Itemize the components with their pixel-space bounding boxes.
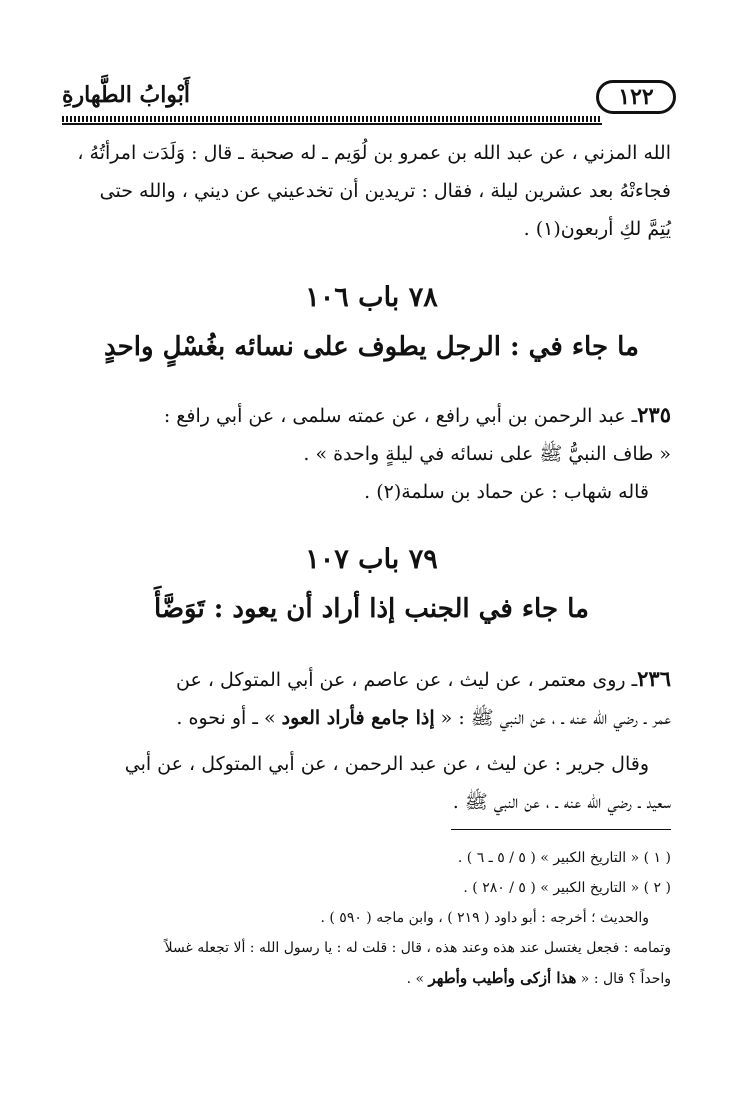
footnote-1: ( ١ ) « التاريخ الكبير » ( ٥ / ٥ ـ ٦ ) . xyxy=(457,850,671,866)
page-header xyxy=(62,80,676,120)
hadith-line: قاله شهاب : عن حماد بن سلمة(٢) . xyxy=(364,481,649,503)
hadith-text: ـ روى معتمر ، عن ليث ، عن عاصم ، عن أبي المتوكل ، عن xyxy=(176,669,638,691)
header-divider-line xyxy=(62,123,602,125)
hadith-line xyxy=(71,660,671,699)
intro-line: الله المزني ، عن عبد الله بن عمرو بن لُوَيم ـ له صحبة ـ قال : وَلَدَت امرأتُهُ ، xyxy=(77,142,671,164)
intro-line: فجاءتْهُ بعد عشرين ليلة ، فقال : تريدين أن تخدعيني عن ديني ، والله حتى xyxy=(99,180,671,202)
footnote-text: واحداً ؟ قال : « xyxy=(576,971,671,987)
intro-paragraph xyxy=(71,134,671,248)
hadith-line xyxy=(71,699,671,737)
footnote-3: والحديث ؛ أخرجه : أبو داود ( ٢١٩ ) ، وابن ماجه ( ٥٩٠ ) . xyxy=(320,910,649,926)
hadith-text: » ـ أو نحوه . xyxy=(176,707,282,729)
chapter-heading-78: ما جاء في : الرجل يطوف على نسائه بغُسْلٍ واحدٍ xyxy=(104,332,639,362)
hadith-text: عمر ـ رضي الله عنه ـ ، عن النبي ﷺ : « xyxy=(434,707,671,729)
footnote-quote: هذا أزكى وأطيب وأطهر xyxy=(428,969,577,987)
footnote-divider xyxy=(451,829,671,830)
footnote-text: » . xyxy=(406,971,429,987)
chapter-number-79: ٧٩ باب ١٠٧ xyxy=(305,544,438,575)
hadith-236 xyxy=(71,660,671,821)
chapter-number-78: ٧٨ باب ١٠٦ xyxy=(305,282,438,313)
footnotes xyxy=(71,843,671,994)
intro-line: يُتِمَّ لكِ أربعون(١) . xyxy=(523,218,671,240)
chapter-title: أَبْوابُ الطَّهارةِ xyxy=(62,82,190,108)
page-number: ١٢٢ xyxy=(596,80,676,114)
chapter-heading-79: ما جاء في الجنب إذا أراد أن يعود : تَوَضَّأَ xyxy=(154,594,589,624)
hadith-quote: إذا جامع فأراد العود xyxy=(281,707,435,729)
hadith-text: ـ عبد الرحمن بن أبي رافع ، عن عمته سلمى ، عن أبي رافع : xyxy=(163,405,638,427)
hadith-number: ٢٣٦ xyxy=(637,666,671,691)
hadith-line xyxy=(71,396,671,435)
hadith-235 xyxy=(71,396,671,511)
hadith-line: « طاف النبيُّ ﷺ على نسائه في ليلةٍ واحدة » . xyxy=(303,443,671,465)
hadith-number: ٢٣٥ xyxy=(637,402,671,427)
header-divider xyxy=(62,116,602,122)
hadith-line: وقال جرير : عن ليث ، عن عبد الرحمن ، عن أبي المتوكل ، عن أبي xyxy=(124,753,649,775)
hadith-line: سعيد ـ رضي الله عنه ـ ، عن النبي ﷺ . xyxy=(452,791,671,813)
footnote-5 xyxy=(71,963,671,994)
footnote-4: وتمامه : فجعل يغتسل عند هذه وعند هذه ، قال : قلت له : يا رسول الله : ألا تجعله غسلاً xyxy=(164,940,671,956)
footnote-2: ( ٢ ) « التاريخ الكبير » ( ٥ / ٢٨٠ ) . xyxy=(463,880,671,896)
